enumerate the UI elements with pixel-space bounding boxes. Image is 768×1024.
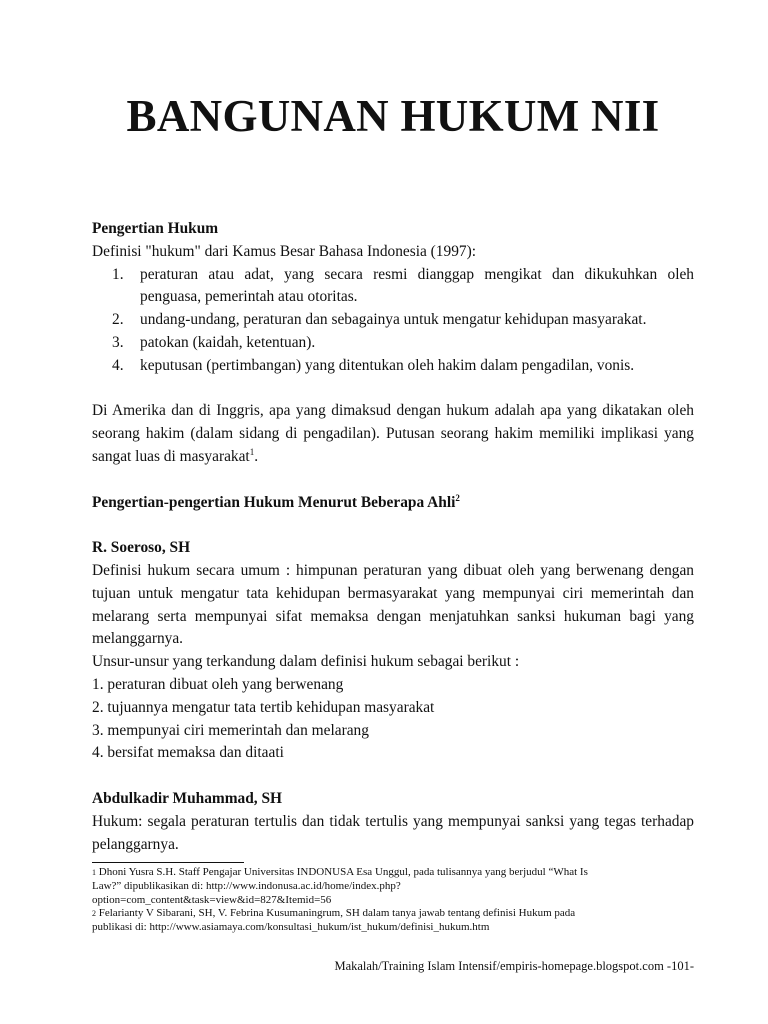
expert-heading-soeroso: R. Soeroso, SH	[92, 539, 191, 557]
footnote-2: $^2$ Felarianty V Sibarani, SH, V. Febrina Kusumaningrum, SH dalam tanya jawab tentang definisi Hukum pada	[92, 907, 576, 920]
list-item: 1. peraturan dibuat oleh yang berwenang	[92, 675, 344, 693]
paragraph-amerika-inggris: Di Amerika dan di Inggris, apa yang dimaksud dengan hukum adalah apa yang dikatakan oleh seorang hakim (dalam sidang di pengadilan). Putusan seorang hakim memiliki implikasi yang sangat luas di masyarakat$^1$.	[92, 402, 694, 465]
footnote-1-line: Law?” dipublikasikan di: http://www.indonusa.ac.id/home/index.php?	[92, 879, 401, 892]
list-item-number: 3.	[112, 333, 124, 351]
page-footer: Makalah/Training Islam Intensif/empiris-homepage.blogspot.com -101-	[334, 959, 694, 973]
list-item	[92, 355, 694, 378]
section-heading-pengertian-hukum: Pengertian Hukum	[92, 220, 219, 237]
unsur-intro: Unsur-unsur yang terkandung dalam definisi hukum sebagai berikut :	[92, 653, 520, 671]
definition-intro: Definisi "hukum" dari Kamus Besar Bahasa Indonesia (1997):	[92, 242, 476, 260]
expert-heading-abdulkadir: Abdulkadir Muhammad, SH	[92, 789, 283, 807]
list-item	[92, 264, 694, 310]
footnote-ref-2[interactable]: 2	[455, 492, 460, 503]
list-item-number: 4.	[112, 356, 124, 374]
footnotes	[92, 866, 694, 935]
footnote-1: $^1$ Dhoni Yusra S.H. Staff Pengajar Universitas INDONUSA Esa Unggul, pada tulisannya yang berjudul “What Is	[92, 866, 588, 878]
section-heading-pengertian-ahli: Pengertian-pengertian Hukum Menurut Beberapa Ahli$^2$	[92, 492, 460, 511]
list-item-text: keputusan (pertimbangan) yang ditentukan oleh hakim dalam pengadilan, vonis.	[140, 356, 635, 374]
soeroso-definition: Definisi hukum secara umum : himpunan peraturan yang dibuat oleh yang berwenang dengan tujuan untuk mengatur tata kehidupan bermasyarakat yang mempunyai ciri memerintah dan melarang serta mempunyai sifat memaksa dengan menjatuhkan sanksi hukuman bagi yang melanggarnya.	[92, 561, 694, 648]
list-item-number: 2.	[112, 311, 124, 329]
list-item-text: undang-undang, peraturan dan sebagainya untuk mengatur kehidupan masyarakat.	[140, 311, 647, 329]
list-item: 3. mempunyai ciri memerintah dan melarang	[92, 721, 369, 739]
list-item-text: patokan (kaidah, ketentuan).	[140, 333, 316, 351]
list-item: 2. tujuannya mengatur tata tertib kehidupan masyarakat	[92, 698, 435, 716]
footnote-ref-1[interactable]: 1	[249, 446, 255, 457]
list-item: 4. bersifat memaksa dan ditaati	[92, 744, 284, 762]
document-body	[92, 218, 694, 856]
abdulkadir-definition: Hukum: segala peraturan tertulis dan tidak tertulis yang mempunyai sanksi yang tegas terhadap pelanggarnya.	[92, 812, 694, 853]
footnote-2-line: publikasi di: http://www.asiamaya.com/konsultasi_hukum/ist_hukum/definisi_hukum.htm	[92, 921, 490, 934]
footnote-divider	[92, 862, 244, 863]
page-title: BANGUNAN HUKUM NII	[126, 91, 660, 141]
list-item	[92, 332, 694, 355]
list-item-number: 1.	[112, 265, 124, 283]
list-item-text: peraturan atau adat, yang secara resmi dianggap mengikat dan dikukuhkan oleh penguasa, pemerintah atau otoritas.	[140, 265, 694, 306]
unsur-list	[92, 674, 694, 765]
list-item	[92, 309, 694, 332]
footnote-1-line: option=com_content&task=view&id=827&Itemid=56	[92, 893, 332, 906]
definition-list	[92, 264, 694, 378]
